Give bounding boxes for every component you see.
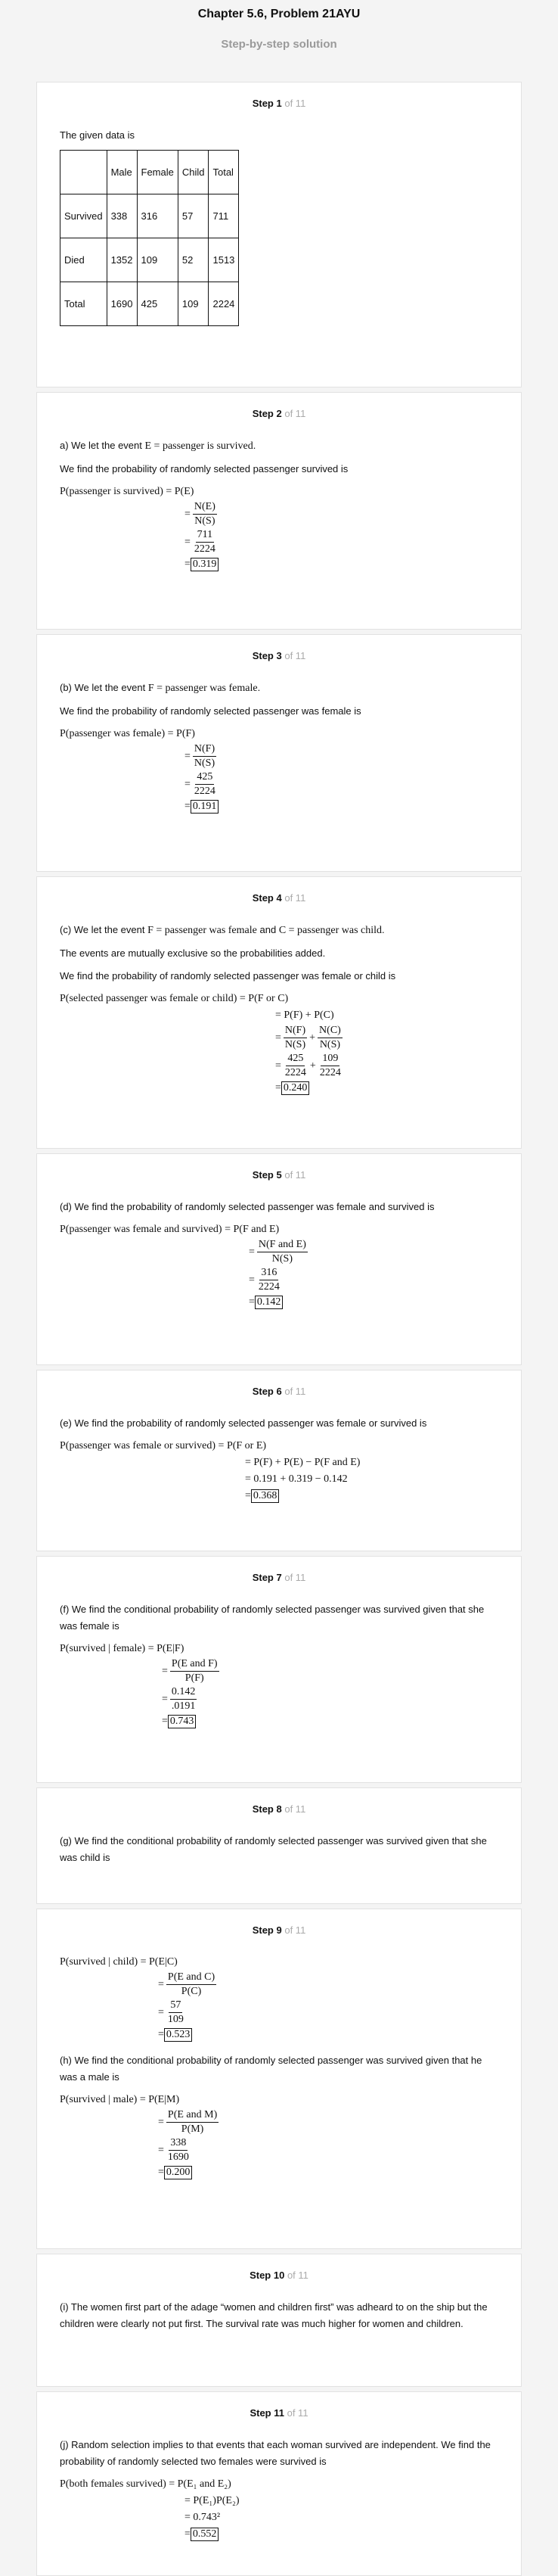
result-box: 0.142 <box>255 1296 284 1309</box>
step-card-3 <box>36 634 522 872</box>
step-heading: Step 4 of 11 <box>252 892 306 904</box>
result-box: 0.523 <box>164 2028 193 2042</box>
equation: P(survived | child) = P(E|C) = $\frac{\text{P(E and C)}}{P(C)}$ = $\frac{57}{109}$ = 0.523 <box>60 1956 215 2040</box>
page-title: Chapter 5.6, Problem 21AYU <box>197 8 361 20</box>
step-heading: Step 6 of 11 <box>252 1386 306 1397</box>
equation: P(passenger was female) = P(F) = $\frac{N(F)}{N(S)}$ = $\frac{425}{2224}$ = 0.191 <box>60 726 498 815</box>
step-card-8 <box>36 1787 522 1904</box>
result-box: 0.743 <box>168 1715 197 1728</box>
step-card-1 <box>36 82 522 387</box>
step-text: The given data is <box>60 129 135 141</box>
result-box: 0.552 <box>191 2528 219 2541</box>
result-box: 0.368 <box>251 1489 280 1503</box>
result-box: 0.191 <box>191 800 219 814</box>
table-row: Died 1352 109 52 1513 <box>60 238 239 282</box>
result-box: 0.240 <box>281 1081 310 1095</box>
step-card-7 <box>36 1556 522 1783</box>
step-text: (b) We let the event F = passenger was female. <box>60 682 261 694</box>
equation: P(selected passenger was female or child) = P(F or C) = P(F) + P(C) = $\frac{N(F)}{N(S)}$ + $\frac{N(C)}{N(S)}$ = $\frac{425}{2224}$ + $\frac{109}{2224}$ = 0.240 <box>60 993 341 1094</box>
equation: P(passenger was female and survived) = P(F and E) = $\frac{\text{N(F and E)}}{N(S)}$ = $\frac{316}{2224}$ = 0.142 <box>60 1224 306 1308</box>
step-card-10 <box>36 2254 522 2387</box>
equation: P(passenger is survived) = P(E) = $\frac{N(E)}{N(S)}$ = $\frac{711}{2224}$ = 0.319 <box>60 484 498 573</box>
step-text: (c) We let the event F = passenger was female and C = passenger was child. <box>60 924 385 936</box>
step-heading: Step 11 of 11 <box>250 2407 308 2419</box>
page-header <box>0 0 558 61</box>
step-text: The events are mutually exclusive so the probabilities added. <box>60 947 326 959</box>
step-heading: Step 1 of 11 <box>252 98 306 109</box>
step-heading: Step 8 of 11 <box>252 1803 306 1815</box>
step-heading: Step 2 of 11 <box>252 408 306 419</box>
step-text: (e) We find the probability of randomly selected passenger was female or survived is <box>60 1417 427 1429</box>
page-subtitle: Step-by-step solution <box>221 38 337 51</box>
step-text: (g) We find the conditional probability of randomly selected passenger was survived given that she was child is <box>60 1835 487 1863</box>
result-box: 0.200 <box>164 2166 193 2179</box>
step-card-2 <box>36 392 522 630</box>
step-text: a) We let the event E = passenger is survived. <box>60 440 256 452</box>
step-heading: Step 9 of 11 <box>252 1924 306 1936</box>
step-card-5 <box>36 1153 522 1365</box>
step-card-11 <box>36 2391 522 2576</box>
step-text: (h) We find the conditional probability of randomly selected passenger was survived given that he was a male is <box>60 2055 482 2083</box>
step-text: We find the probability of randomly selected passenger survived is <box>60 463 349 474</box>
table-row: Survived 338 316 57 711 <box>60 194 239 238</box>
step-heading: Step 5 of 11 <box>252 1169 306 1181</box>
step-text: (i) The women first part of the adage “women and children first” was adheard to on the ship but the children were clearly not put first. The survival rate was much higher for women and children. <box>60 2301 488 2329</box>
data-table <box>60 150 239 326</box>
step-text: (d) We find the probability of randomly selected passenger was female and survived is <box>60 1201 435 1212</box>
step-card-4 <box>36 876 522 1149</box>
equation: P(survived | female) = P(E|F) = $\frac{\text{P(E and F)}}{P(F)}$ = $\frac{0.142}{.0191}$ = 0.743 <box>60 1643 218 1727</box>
step-card-6 <box>36 1370 522 1551</box>
equation: P(survived | male) = P(E|M) = $\frac{\text{P(E and M)}}{P(M)}$ = $\frac{338}{1690}$ = 0.200 <box>60 2094 218 2178</box>
step-text: (j) Random selection implies to that events that each woman survived are independent. We find the probability of randomly selected two females were survived is <box>60 2439 491 2467</box>
solution-steps <box>36 82 522 2576</box>
equation: P(passenger was female or survived) = P(F or E) = P(F) + P(E) − P(F and E) = 0.191 + 0.319 − 0.142 = 0.368 <box>60 1440 361 1501</box>
equation: P(both females survived) = P(E₁ and E₂) = P(E₁)P(E₂) = 0.743² = 0.552 <box>60 2478 240 2540</box>
step-heading: Step 3 of 11 <box>252 650 306 661</box>
step-text: We find the probability of randomly selected passenger was female is <box>60 705 361 717</box>
step-text: (f) We find the conditional probability of randomly selected passenger was survived given that she was female is <box>60 1604 485 1632</box>
step-heading: Step 7 of 11 <box>252 1572 306 1583</box>
table-row: Total 1690 425 109 2224 <box>60 282 239 326</box>
step-heading: Step 10 of 11 <box>250 2270 308 2281</box>
step-card-9 <box>36 1909 522 2249</box>
table-header-row: Male Female Child Total <box>60 151 239 194</box>
result-box: 0.319 <box>191 558 219 571</box>
step-text: We find the probability of randomly selected passenger was female or child is <box>60 970 396 982</box>
